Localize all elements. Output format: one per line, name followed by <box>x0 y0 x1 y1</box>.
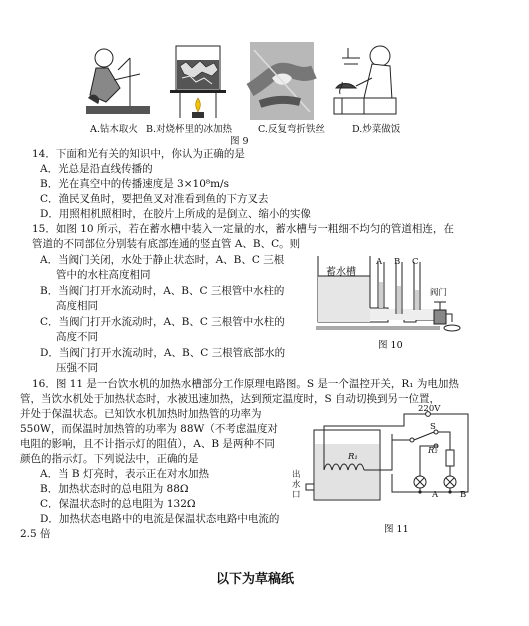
q16-option-d-tail: 2.5 倍 <box>20 528 51 540</box>
q15-stem-line-2: 管道的不同部位分别装有底部连通的竖直管 A、B、C。则 <box>32 238 301 250</box>
q16-line-4: 550W，而保温时加热管的功率为 88W（不考虑温度对 <box>20 423 278 435</box>
q15-option-c: C．当阀门打开水流动时，A、B、C 三根管中水柱的 <box>40 316 285 328</box>
q14-option-c: C．渔民叉鱼时，要把鱼叉对准看到鱼的下方叉去 <box>40 193 269 205</box>
q14-option-d: D．用照相机照相时，在胶片上所成的是倒立、缩小的实像 <box>40 208 311 220</box>
r2-label: R₂ <box>428 446 438 456</box>
r1-label: R₁ <box>348 452 358 462</box>
outlet-label-1: 出 <box>292 470 301 480</box>
q15-option-a-cont: 管中的水柱高度相同 <box>56 269 151 281</box>
valve-label: 阀门 <box>430 288 448 298</box>
q14-stem: 14．下面和光有关的知识中，你认为正确的是 <box>32 148 245 160</box>
q16-line-5: 电阻的影响，且不计指示灯的阻值），A、B 是两种不同 <box>20 438 275 450</box>
beaker-heating-illustration <box>172 42 228 122</box>
figure-9-caption-d: D.炒菜做饭 <box>352 124 401 135</box>
q15-option-b: B．当阀门打开水流动时，A、B、C 三根管中水柱的 <box>40 285 285 297</box>
q15-option-b-cont: 高度相同 <box>56 300 98 312</box>
q16-line-3: 并处于保温状态。已知饮水机加热时加热管的功率为 <box>20 408 262 420</box>
q14-option-a: A．光总是沿直线传播的 <box>40 163 153 175</box>
q15-option-a: A．当阀门关闭，水处于静止状态时，A、B、C 三根 <box>40 254 285 266</box>
q15-option-d: D．当阀门打开水流动时，A、B、C 三根管底部水的 <box>40 347 286 359</box>
bending-wire-illustration <box>250 42 314 120</box>
figure-9-caption-b: B.对烧杯里的冰加热 <box>146 124 233 135</box>
figure-9-label: 图 9 <box>230 136 249 147</box>
outlet-label-3: 口 <box>292 490 301 500</box>
tube-c-label: C <box>412 257 419 267</box>
q16-line-2: 管，当饮水机处于加热状态时，水被迅速加热，达到预定温度时，S 自动切换到另一位置， <box>20 393 441 405</box>
voltage-label: 220V <box>418 404 441 414</box>
figure-9-caption-a: A.钻木取火 <box>90 124 138 135</box>
q15-option-d-cont: 压强不同 <box>56 362 98 374</box>
heater-circuit-diagram <box>300 404 480 508</box>
tube-b-label: B <box>394 257 401 267</box>
figure-11-caption: 图 11 <box>384 524 409 535</box>
q15-option-c-cont: 高度不同 <box>56 331 98 343</box>
drill-wood-illustration <box>84 40 154 122</box>
q16-option-c: C．保温状态时的总电阻为 132Ω <box>40 498 196 510</box>
lamp-a-label: A <box>432 490 439 500</box>
lamp-b-label: B <box>460 490 467 500</box>
q15-stem-line-1: 15．如图 10 所示，若在蓄水槽中装入一定量的水，蓄水槽与一粗细不均匀的管道相连，在 <box>32 223 454 235</box>
q16-option-a: A．当 B 灯亮时，表示正在对水加热 <box>40 468 209 480</box>
outlet-label-2: 水 <box>292 480 301 490</box>
figure-9-caption-c: C.反复弯折铁丝 <box>258 124 325 135</box>
cooking-illustration <box>334 38 404 122</box>
tank-label: 蓄水槽 <box>326 267 356 278</box>
figure-10-caption: 图 10 <box>378 340 403 351</box>
q14-option-b: B．光在真空中的传播速度是 3×10⁸m/s <box>40 178 229 190</box>
tube-a-label: A <box>376 257 383 267</box>
q16-line-1: 16．图 11 是一台饮水机的加热水槽部分工作原理电路图。S 是一个温控开关，R₁ 为电加热 <box>32 378 459 390</box>
q16-option-b: B．加热状态时的总电阻为 88Ω <box>40 483 189 495</box>
draft-paper-heading: 以下为草稿纸 <box>216 572 295 587</box>
q16-line-6: 颜色的指示灯。下列说法中，正确的是 <box>20 453 199 465</box>
switch-label: S <box>430 422 436 432</box>
q16-option-d: D．加热状态电路中的电流是保温状态电路中电流的 <box>40 513 280 525</box>
